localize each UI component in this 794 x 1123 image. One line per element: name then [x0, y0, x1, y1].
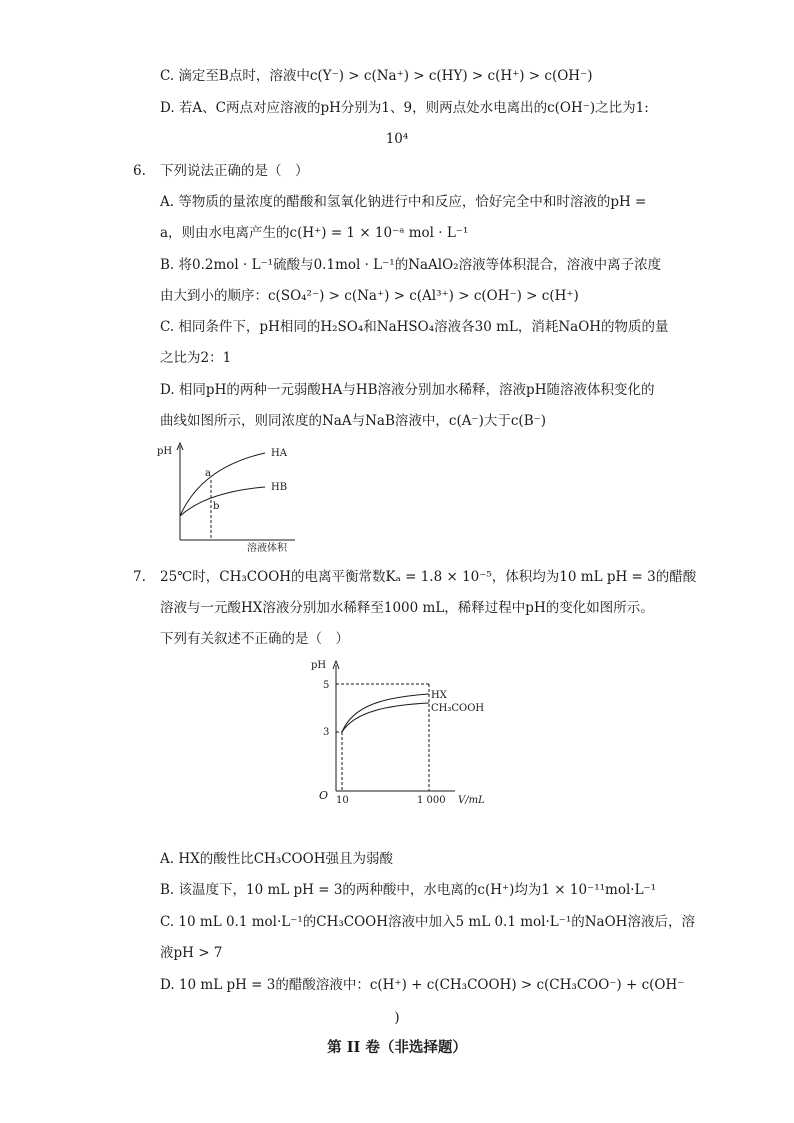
- q6-option-a: A. 等物质的量浓度的醋酸和氢氧化钠进行中和反应，恰好完全中和时溶液的pH =: [160, 194, 647, 210]
- y-axis-label: pH: [311, 660, 327, 671]
- q7-option-d-cont: ): [394, 1010, 400, 1026]
- x-axis-label: 溶液体积: [247, 543, 287, 552]
- hx-label: HX: [431, 690, 447, 701]
- xtick-1000: 1 000: [417, 795, 446, 806]
- x-axis-label: V/mL: [458, 795, 485, 806]
- ha-hb-dilution-figure: [155, 440, 305, 552]
- q6-option-b-cont: 由大到小的顺序：c(SO₄²⁻) > c(Na⁺) > c(Al³⁺) > c(OH⁻) > c(H⁺): [160, 288, 579, 304]
- q7-number: 7.: [133, 569, 146, 585]
- q7-stem-line3: 下列有关叙述不正确的是（ ）: [160, 631, 349, 647]
- point-b-label: b: [213, 501, 220, 512]
- q5-option-c: C. 滴定至B点时，溶液中c(Y⁻) > c(Na⁺) > c(HY) > c(H⁺) > c(OH⁻): [160, 68, 593, 84]
- q6-option-c-cont: 之比为2：1: [160, 350, 232, 366]
- hb-curve: [180, 487, 265, 516]
- q6-stem: 下列说法正确的是（ ）: [160, 163, 309, 179]
- hb-label: HB: [271, 482, 288, 493]
- q5-option-d: D. 若A、C两点对应溶液的pH分别为1、9，则两点处水电离出的c(OH⁻)之比为1:: [160, 100, 649, 116]
- q7-option-d: D. 10 mL pH = 3的醋酸溶液中：c(H⁺) + c(CH₃COOH) > c(CH₃COO⁻) + c(OH⁻: [160, 977, 685, 993]
- ch3cooh-label: CH₃COOH: [431, 703, 485, 714]
- ha-label: HA: [271, 448, 287, 459]
- q7-stem-line1: 25℃时，CH₃COOH的电离平衡常数Kₐ = 1.8 × 10⁻⁵，体积均为10 mL pH = 3的醋酸: [160, 569, 697, 585]
- ch3cooh-curve: [342, 703, 429, 732]
- q5-option-d-cont: 10⁴: [385, 131, 409, 147]
- q7-stem-line2: 溶液与一元酸HX溶液分别加水稀释至1000 mL，稀释过程中pH的变化如图所示。: [160, 600, 654, 616]
- ytick-3: 3: [323, 727, 330, 738]
- q6-number: 6.: [133, 163, 146, 179]
- ytick-5: 5: [323, 680, 330, 691]
- q6-option-d: D. 相同pH的两种一元弱酸HA与HB溶液分别加水稀释，溶液pH随溶液体积变化的: [160, 382, 655, 398]
- y-axis-label: pH: [157, 446, 173, 457]
- q7-option-c: C. 10 mL 0.1 mol·L⁻¹的CH₃COOH溶液中加入5 mL 0.1 mol·L⁻¹的NaOH溶液后，溶: [160, 914, 695, 930]
- q7-option-b: B. 该温度下，10 mL pH = 3的两种酸中，水电离的c(H⁺)均为1 × 10⁻¹¹mol·L⁻¹: [160, 882, 657, 898]
- q6-option-d-cont: 曲线如图所示，则同浓度的NaA与NaB溶液中，c(A⁻)大于c(B⁻): [160, 413, 547, 429]
- q6-option-a-cont: a，则由水电离产生的c(H⁺) = 1 × 10⁻ᵃ mol · L⁻¹: [160, 225, 469, 241]
- q7-option-a: A. HX的酸性比CH₃COOH强且为弱酸: [160, 851, 393, 867]
- q7-option-c-cont: 液pH > 7: [160, 945, 223, 961]
- origin-label: O: [319, 789, 329, 802]
- hx-acetic-dilution-figure: [305, 653, 495, 808]
- point-a-label: a: [205, 468, 211, 479]
- hx-curve: [342, 694, 429, 732]
- xtick-10: 10: [336, 795, 349, 806]
- q6-option-b: B. 将0.2mol · L⁻¹硫酸与0.1mol · L⁻¹的NaAlO₂溶液等体积混合，溶液中离子浓度: [160, 257, 662, 273]
- section-heading: 第 II 卷（非选择题）: [327, 1039, 467, 1056]
- q6-option-c: C. 相同条件下，pH相同的H₂SO₄和NaHSO₄溶液各30 mL，消耗NaOH的物质的量: [160, 319, 669, 335]
